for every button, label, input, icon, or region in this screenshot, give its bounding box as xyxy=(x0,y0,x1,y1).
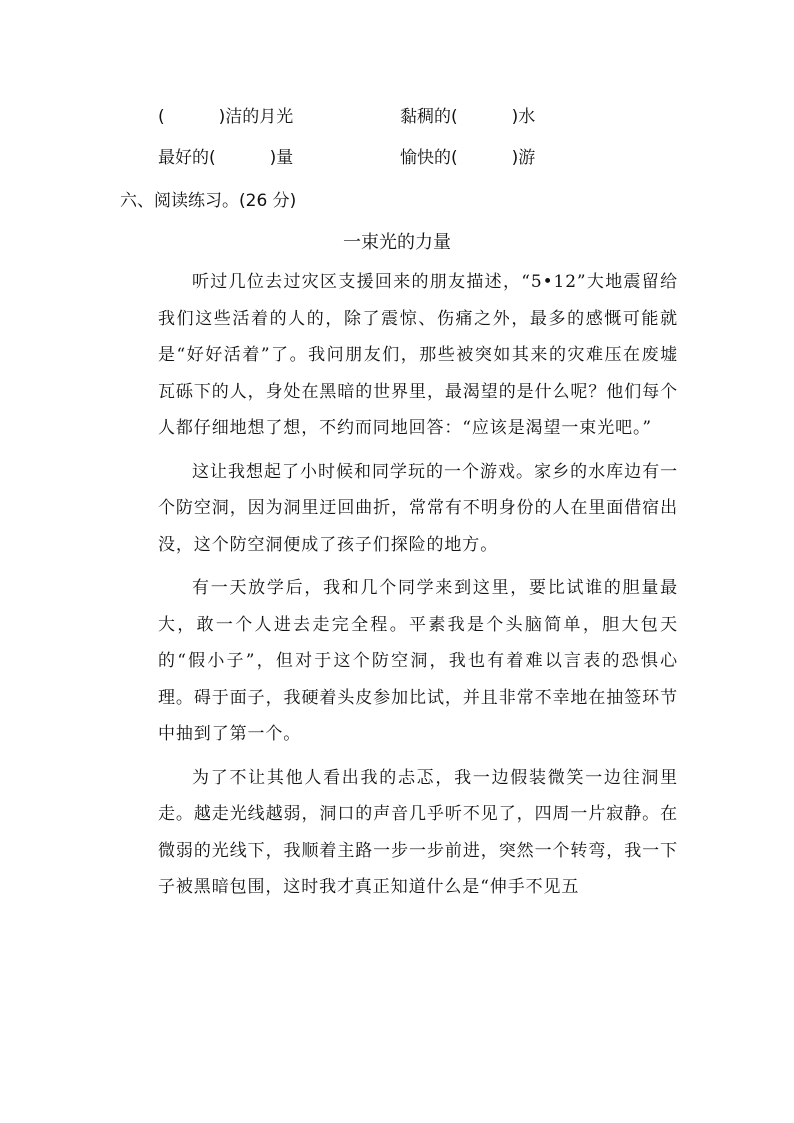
fill-blank-item: 最好的( )量 xyxy=(158,148,294,168)
fill-blank-item: ( )洁的月光 xyxy=(158,107,294,127)
fill-blank-row xyxy=(158,143,658,173)
article-body xyxy=(158,264,678,913)
fill-blank-item: 黏稠的( )水 xyxy=(400,107,536,127)
fill-blank-row xyxy=(158,102,658,132)
article-paragraph: 有一天放学后，我和几个同学来到这里，要比试谁的胆量最大，敢一个人进去走完全程。平素我是个头脑简单，胆大包天的“假小子”，但对于这个防空洞，我也有着难以言表的恐惧心理。碍于面子，我硬着头皮参加比试，并且非常不幸地在抽签环节中抽到了第一个。 xyxy=(158,578,678,744)
article-title: 一束光的力量 xyxy=(343,232,451,253)
article-paragraph: 听过几位去过灾区支援回来的朋友描述，“5•12”大地震留给我们这些活着的人的，除了震惊、伤痛之外，最多的感慨可能就是“好好活着”了。我问朋友们，那些被突如其来的灾难压在废墟瓦砾下的人，身处在黑暗的世界里，最渴望的是什么呢？他们每个人都仔细地想了想，不约而同地回答：“应该是渴望一束光吧。” xyxy=(158,272,678,438)
article-paragraph: 这让我想起了小时候和同学玩的一个游戏。家乡的水库边有一个防空洞，因为洞里迂回曲折，常常有不明身份的人在里面借宿出没，这个防空洞便成了孩子们探险的地方。 xyxy=(158,461,678,555)
section-heading: 六、阅读练习。(26 分) xyxy=(120,191,297,211)
article-paragraph: 为了不让其他人看出我的忐忑，我一边假装微笑一边往洞里走。越走光线越弱，洞口的声音几乎听不见了，四周一片寂静。在微弱的光线下，我顺着主路一步一步前进，突然一个转弯，我一下子被黑暗包围，这时我才真正知道什么是“伸手不见五 xyxy=(158,767,678,897)
fill-blank-item: 愉快的( )游 xyxy=(400,148,536,168)
